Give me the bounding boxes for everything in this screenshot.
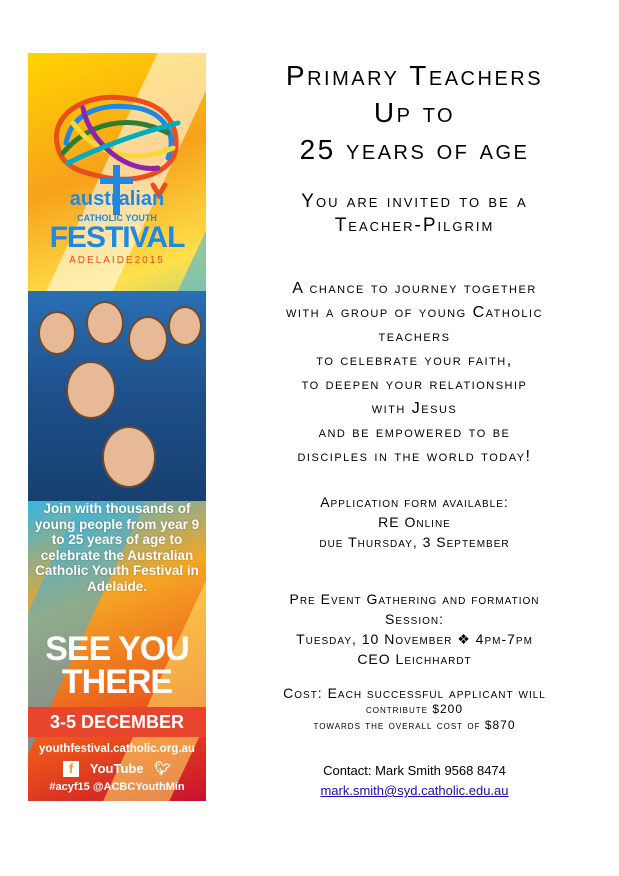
person-face xyxy=(102,426,156,488)
cost-line-1: Cost: Each successful applicant will xyxy=(283,685,546,701)
person-face xyxy=(38,311,76,355)
logo-word-australian: australian xyxy=(69,188,165,210)
description-line: to celebrate your faith, xyxy=(316,352,513,369)
heading-line-1: Primary Teachers xyxy=(285,60,544,91)
logo-city-year: ADELAIDE2015 xyxy=(69,255,165,266)
heading-block xyxy=(210,57,619,168)
youtube-icon: YouTube xyxy=(89,761,144,777)
heading-line-3: 25 years of age xyxy=(299,134,530,165)
heading-line-2: Up to xyxy=(373,97,456,128)
logo-word-catholic-youth: CATHOLIC YOUTH xyxy=(77,213,157,223)
application-line-1: Application form available: xyxy=(320,494,509,510)
invite-block xyxy=(210,190,619,238)
youth-group-photo xyxy=(28,291,206,501)
there-text: THERE xyxy=(61,663,173,701)
contact-email-link[interactable]: mark.smith@syd.catholic.edu.au xyxy=(320,783,509,798)
person-face xyxy=(86,301,124,345)
invite-line-2: Teacher-Pilgrim xyxy=(334,215,495,236)
gathering-block xyxy=(210,589,619,669)
description-line: to deepen your relationship xyxy=(301,376,528,393)
person-face xyxy=(66,361,116,419)
festival-url: youthfestival.catholic.org.au xyxy=(39,743,195,755)
gathering-line-1: Pre Event Gathering and formation xyxy=(289,591,540,607)
gathering-line-4: CEO Leichhardt xyxy=(357,651,472,667)
banner-join-text: Join with thousands of young people from year 9 to 25 years of age to celebrate the Australian Catholic Youth Festival in Adelaide. xyxy=(34,501,200,594)
person-face xyxy=(168,306,202,346)
see-you-text: SEE YOU xyxy=(45,630,189,668)
cost-line-2: contribute $200 xyxy=(365,702,464,716)
description-line: disciples in the world today! xyxy=(297,448,532,465)
description-block xyxy=(210,277,619,469)
contact-block xyxy=(210,761,619,801)
contact-line: Contact: Mark Smith 9568 8474 xyxy=(323,763,506,778)
logo-word-festival: FESTIVAL xyxy=(49,221,185,254)
cost-line-3: towards the overall cost of $870 xyxy=(313,718,516,732)
invite-line-1: You are invited to be a xyxy=(301,191,528,212)
description-line: with Jesus xyxy=(371,400,458,417)
festival-dates: 3-5 DECEMBER xyxy=(28,707,206,737)
social-icons xyxy=(28,760,206,777)
application-block xyxy=(210,492,619,552)
gathering-line-2: Session: xyxy=(384,611,444,627)
description-line: A chance to journey together xyxy=(292,280,537,297)
application-line-2: RE Online xyxy=(378,514,451,530)
gathering-line-3: Tuesday, 10 November ❖ 4pm-7pm xyxy=(296,631,533,647)
description-line: with a group of young Catholic xyxy=(285,304,544,321)
festival-banner xyxy=(28,53,206,801)
twitter-icon: 🐦︎ xyxy=(154,760,171,776)
application-line-3: due Thursday, 3 September xyxy=(319,534,510,550)
person-face xyxy=(128,316,168,362)
festival-logo xyxy=(28,53,206,268)
facebook-icon: f xyxy=(63,761,79,777)
cost-block xyxy=(210,685,619,733)
description-line: teachers xyxy=(378,328,451,345)
banner-hashtags: #acyf15 @ACBCYouthMin xyxy=(49,781,185,793)
description-line: and be empowered to be xyxy=(318,424,511,441)
